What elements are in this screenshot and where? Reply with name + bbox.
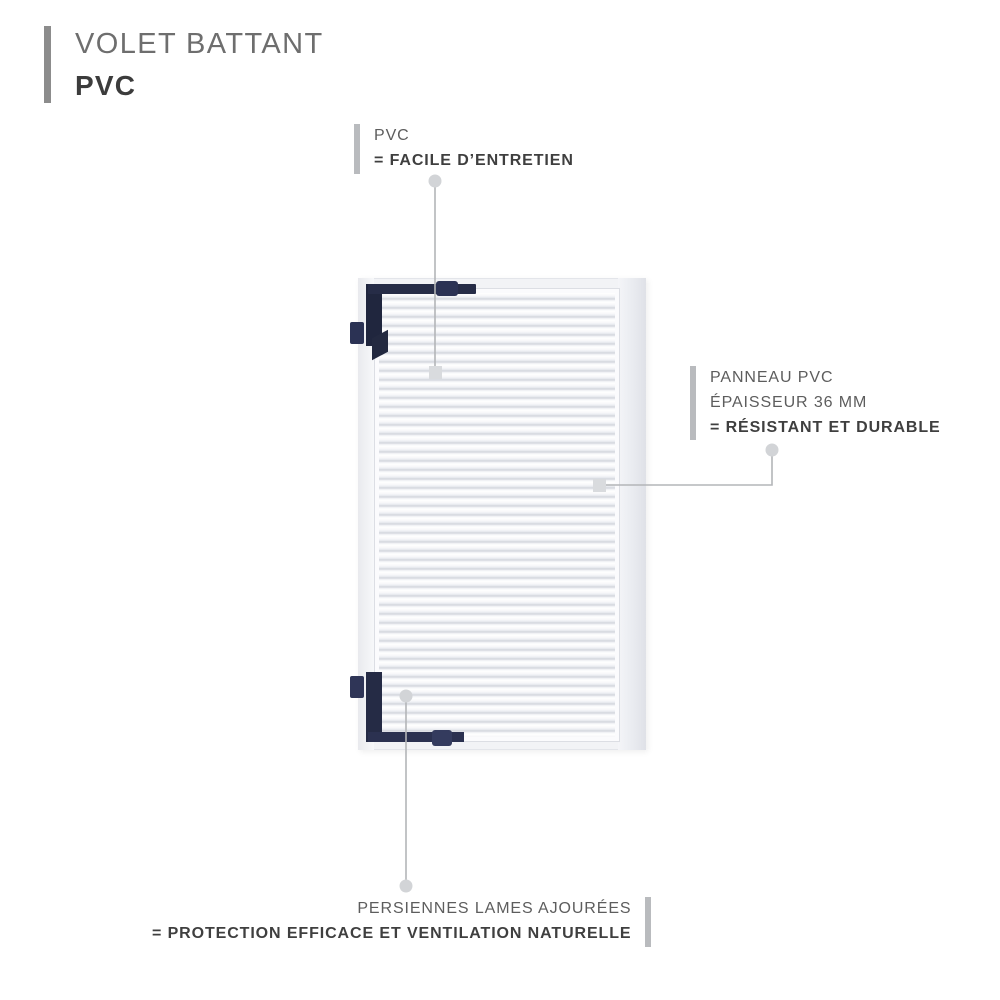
title-line-1: VOLET BATTANT (75, 28, 324, 60)
callout-persiennes-line-1: PERSIENNES LAMES AJOURÉES (357, 900, 632, 917)
leader-dot-panneau (766, 444, 779, 457)
callout-panneau-line-3: = RÉSISTANT ET DURABLE (710, 418, 941, 436)
callout-panneau-line-2: ÉPAISSEUR 36 MM (710, 393, 868, 411)
callout-text-pvc (374, 124, 574, 174)
callout-panneau-line-1: PANNEAU PVC (710, 369, 834, 386)
leader-dot-persiennes-bottom (400, 880, 413, 893)
callout-pvc-line-1: PVC (374, 127, 410, 144)
callout-text-panneau (710, 366, 941, 440)
callout-bar-persiennes (645, 897, 651, 947)
callout-panneau-pvc (690, 366, 941, 440)
callout-persiennes-line-2: = PROTECTION EFFICACE ET VENTILATION NATURELLE (152, 924, 632, 942)
callout-pvc-line-2: = FACILE D’ENTRETIEN (374, 151, 574, 169)
callout-bar-pvc (354, 124, 360, 174)
callout-bar-panneau (690, 366, 696, 440)
leader-line-panneau (600, 452, 772, 485)
callout-persiennes (152, 897, 651, 947)
leader-marker-pvc-panel (429, 366, 442, 379)
leader-dot-pvc-top (429, 175, 442, 188)
title-line-2: PVC (75, 69, 137, 101)
leader-marker-panneau-panel (593, 479, 606, 492)
leader-dot-persiennes-top (400, 690, 413, 703)
callout-pvc (354, 124, 574, 174)
callout-text-persiennes (152, 897, 631, 947)
